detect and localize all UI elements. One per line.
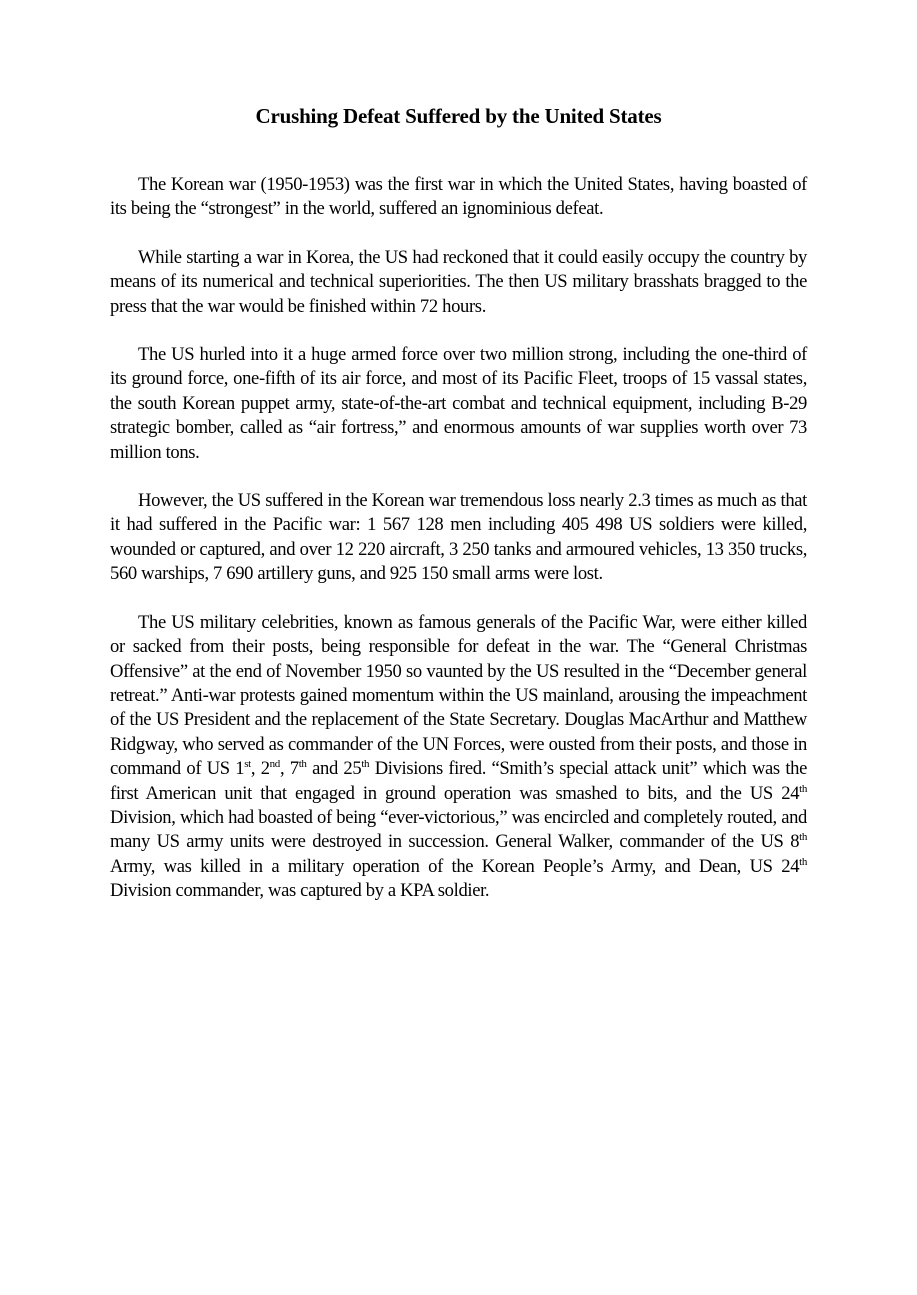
ordinal-suffix: st — [244, 758, 251, 771]
document-title: Crushing Defeat Suffered by the United States — [255, 104, 662, 128]
ordinal-suffix: th — [799, 782, 807, 795]
text-run: The US military celebrities, known as famous generals of the Pacific War, were either killed or sacked from their posts, being responsible for defeat in the war. The “General Christmas Offensive” at the end of November 1950 so vaunted by the US resulted in the “December general retreat.” Anti-war protests gained momentum within the US mainland, arousing the impeachment of the US President and the replacement of the State Secretary. Douglas MacArthur and Matthew Ridgway, who served as commander of the UN Forces, were ousted from their posts, and those in command of US 1 — [110, 611, 807, 780]
text-run: Army, was killed in a military operation of the Korean People’s Army, and Dean, US 24 — [110, 855, 800, 877]
text-run: , 2 — [250, 758, 270, 780]
text-run: and 25 — [306, 758, 362, 780]
text-run: Divisions fired. “Smith’s special attack unit” which was the first American unit that engaged in ground operation was smashed to bits, and the US 24 — [110, 758, 808, 804]
text-run: Division commander, was captured by a KPA soldier. — [110, 880, 490, 902]
ordinal-suffix: th — [298, 758, 307, 771]
text-run: Division, which had boasted of being “ever-victorious,” was encircled and completely routed, and many US army units were destroyed in succession. General Walker, commander of the US 8 — [110, 806, 807, 853]
paragraph-losses: However, the US suffered in the Korean war tremendous loss nearly 2.3 times as much as that it had suffered in the Pacific war: 1 567 128 men including 405 498 US soldiers were killed, wounded or captured, and over 12 220 aircraft, 3 250 tanks and armoured vehicles, 13 350 trucks, 560 warships, 7 690 artillery guns, and 925 150 small arms were lost. — [110, 490, 807, 585]
text-run: , 7 — [279, 758, 299, 780]
paragraph-generals — [110, 611, 807, 904]
document-page — [110, 104, 807, 928]
ordinal-suffix: th — [799, 855, 807, 868]
paragraph-us-expectations: While starting a war in Korea, the US had reckoned that it could easily occupy the country by means of its numerical and technical superiorities. The then US military brasshats bragged to the press that the war would be finished within 72 hours. — [110, 246, 807, 317]
paragraph-armed-force: The US hurled into it a huge armed force over two million strong, including the one-third of its ground force, one-fifth of its air force, and most of its Pacific Fleet, troops of 15 vassal states, the south Korean puppet army, state-of-the-art combat and technical equipment, including B-29 strategic bomber, called as “air fortress,” and enormous amounts of war supplies worth over 73 million tons. — [110, 344, 807, 463]
ordinal-suffix: th — [361, 758, 370, 771]
paragraph-intro: The Korean war (1950-1953) was the first war in which the United States, having boasted of its being the “strongest” in the world, suffered an ignominious defeat. — [110, 174, 807, 220]
ordinal-suffix: nd — [269, 758, 280, 771]
ordinal-suffix: th — [799, 831, 807, 844]
